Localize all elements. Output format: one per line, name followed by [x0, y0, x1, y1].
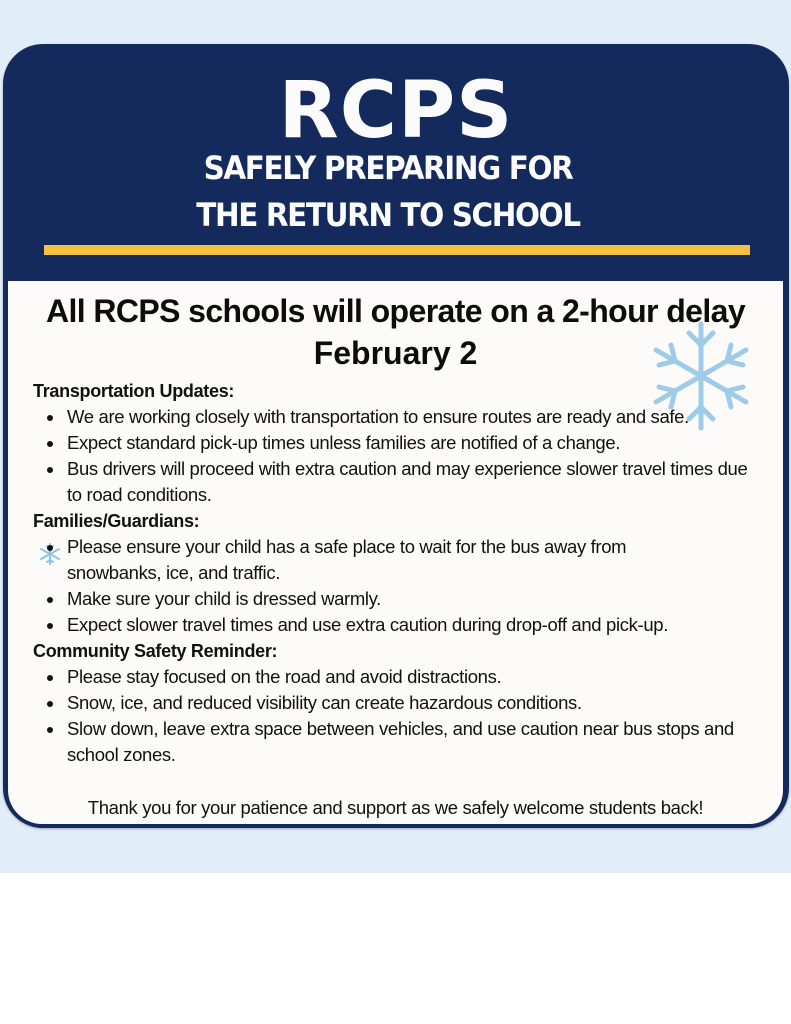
list-item: • Slow down, leave extra space between vehicles, and use caution near bus stops and school zones. [65, 716, 767, 768]
list-item: • Expect slower travel times and use extra caution during drop-off and pick-up. [65, 612, 765, 638]
community-list [44, 664, 765, 768]
list-item: • Make sure your child is dressed warmly. [65, 586, 765, 612]
thank-you-message: Thank you for your patience and support as we safely welcome students back! [87, 797, 704, 818]
list-item: • Expect standard pick-up times unless families are notified of a change. [65, 430, 765, 456]
list-item: • Snow, ice, and reduced visibility can create hazardous conditions. [65, 690, 765, 716]
subtitle-line-1: SAFELY PREPARING FOR [203, 149, 573, 187]
families-list [44, 534, 765, 638]
gold-divider [44, 245, 750, 255]
section-title-families: Families/Guardians: [33, 511, 200, 531]
content-panel [8, 281, 783, 824]
announcement-card [3, 44, 789, 828]
section-title-community: Community Safety Reminder: [33, 641, 278, 661]
transportation-list [44, 404, 765, 508]
list-item: • Please ensure your child has a safe place to wait for the bus away from snowbanks, ice, and traffic. [65, 534, 707, 586]
section-title-transportation: Transportation Updates: [33, 381, 235, 401]
list-item: • Bus drivers will proceed with extra caution and may experience slower travel times due to road conditions. [65, 456, 757, 508]
org-title: RCPS [278, 66, 514, 156]
subtitle-line-2: THE RETURN TO SCHOOL [196, 196, 580, 234]
delay-headline: All RCPS schools will operate on a 2-hour delay [45, 293, 746, 329]
delay-date: February 2 [313, 335, 478, 371]
list-item: • Please stay focused on the road and avoid distractions. [65, 664, 765, 690]
list-item: • We are working closely with transportation to ensure routes are ready and safe. [65, 404, 765, 430]
